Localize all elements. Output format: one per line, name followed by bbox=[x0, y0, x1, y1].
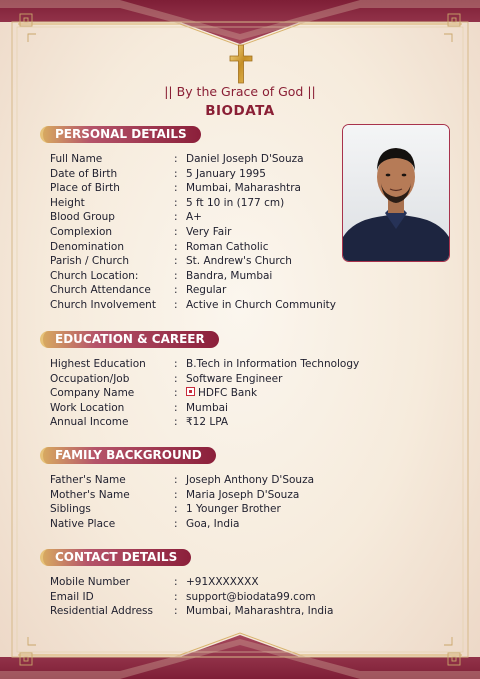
separator: : bbox=[174, 182, 178, 195]
detail-row bbox=[50, 210, 336, 225]
detail-label: Residential Address bbox=[50, 605, 153, 618]
separator: : bbox=[174, 255, 178, 268]
separator: : bbox=[174, 211, 178, 224]
separator: : bbox=[174, 372, 178, 385]
detail-label: Annual Income bbox=[50, 416, 129, 429]
separator: : bbox=[174, 240, 178, 253]
detail-label: Place of Birth bbox=[50, 182, 120, 195]
detail-row bbox=[50, 298, 336, 313]
detail-value bbox=[186, 386, 359, 401]
detail-label: Email ID bbox=[50, 590, 94, 603]
separator: : bbox=[174, 153, 178, 165]
detail-row bbox=[50, 401, 359, 416]
detail-label: Father's Name bbox=[50, 474, 126, 486]
detail-row bbox=[50, 269, 336, 284]
detail-label: Siblings bbox=[50, 503, 91, 516]
detail-label: Church Involvement bbox=[50, 298, 156, 311]
section-header-family: FAMILY BACKGROUND bbox=[40, 447, 216, 464]
separator: : bbox=[174, 416, 178, 429]
detail-row bbox=[50, 575, 333, 590]
detail-label: Highest Education bbox=[50, 358, 146, 370]
detail-value: Regular bbox=[186, 284, 227, 297]
detail-value: 5 January 1995 bbox=[186, 167, 266, 180]
detail-value: Maria Joseph D'Souza bbox=[186, 488, 300, 501]
detail-row bbox=[50, 604, 333, 619]
detail-value: A+ bbox=[186, 211, 202, 224]
detail-value: B.Tech in Information Technology bbox=[186, 358, 360, 370]
separator: : bbox=[174, 167, 178, 180]
detail-value: Software Engineer bbox=[186, 372, 283, 385]
detail-row bbox=[50, 488, 314, 503]
detail-label: Height bbox=[50, 196, 85, 209]
separator: : bbox=[174, 225, 178, 238]
detail-value: Mumbai, Maharashtra, India bbox=[186, 605, 334, 618]
detail-value: +91XXXXXXX bbox=[186, 576, 259, 588]
detail-row bbox=[50, 357, 359, 372]
separator: : bbox=[174, 590, 178, 603]
separator: : bbox=[174, 358, 178, 370]
detail-label: Work Location bbox=[50, 401, 125, 414]
detail-row bbox=[50, 415, 359, 430]
avatar bbox=[343, 125, 449, 261]
detail-row bbox=[50, 372, 359, 387]
detail-label: Date of Birth bbox=[50, 167, 118, 180]
detail-row bbox=[50, 254, 336, 269]
detail-value: Active in Church Community bbox=[186, 298, 336, 311]
separator: : bbox=[174, 605, 178, 618]
separator: : bbox=[174, 474, 178, 486]
detail-value: Daniel Joseph D'Souza bbox=[186, 153, 304, 165]
invocation-text: || By the Grace of God || bbox=[164, 84, 316, 99]
detail-label: Parish / Church bbox=[50, 255, 130, 268]
detail-row bbox=[50, 283, 336, 298]
detail-label: Complexion bbox=[50, 225, 113, 238]
detail-value: Mumbai bbox=[186, 401, 228, 414]
cross-icon bbox=[229, 44, 253, 84]
detail-row bbox=[50, 152, 336, 167]
detail-value: Goa, India bbox=[186, 517, 240, 530]
separator: : bbox=[174, 269, 178, 282]
profile-photo bbox=[342, 124, 450, 262]
section-header-contact: CONTACT DETAILS bbox=[40, 549, 191, 566]
detail-row bbox=[50, 240, 336, 255]
detail-value: ₹12 LPA bbox=[186, 416, 229, 429]
detail-value: Bandra, Mumbai bbox=[186, 269, 273, 282]
company-name: HDFC Bank bbox=[198, 387, 258, 400]
detail-label: Native Place bbox=[50, 517, 116, 530]
detail-value: St. Andrew's Church bbox=[186, 255, 292, 268]
detail-label: Company Name bbox=[50, 387, 135, 400]
detail-label: Blood Group bbox=[50, 211, 115, 224]
detail-row bbox=[50, 386, 359, 401]
separator: : bbox=[174, 517, 178, 530]
separator: : bbox=[174, 576, 178, 588]
detail-label: Church Location: bbox=[50, 269, 139, 282]
detail-row bbox=[50, 502, 314, 517]
detail-label: Denomination bbox=[50, 240, 124, 253]
separator: : bbox=[174, 387, 178, 400]
separator: : bbox=[174, 298, 178, 311]
detail-row bbox=[50, 181, 336, 196]
detail-value: support@biodata99.com bbox=[186, 590, 316, 603]
detail-value: Roman Catholic bbox=[186, 240, 269, 253]
bank-logo-icon bbox=[186, 387, 195, 396]
separator: : bbox=[174, 488, 178, 501]
personal-details-list bbox=[50, 152, 336, 313]
section-header-education: EDUCATION & CAREER bbox=[40, 331, 219, 348]
detail-label: Church Attendance bbox=[50, 284, 151, 297]
separator: : bbox=[174, 196, 178, 209]
detail-value: 5 ft 10 in (177 cm) bbox=[186, 196, 285, 209]
contact-details-list bbox=[50, 575, 333, 619]
detail-value: Joseph Anthony D'Souza bbox=[186, 474, 315, 486]
separator: : bbox=[174, 284, 178, 297]
detail-row bbox=[50, 517, 314, 532]
section-header-personal: PERSONAL DETAILS bbox=[40, 126, 201, 143]
detail-label: Occupation/Job bbox=[50, 372, 130, 385]
separator: : bbox=[174, 401, 178, 414]
detail-label: Mobile Number bbox=[50, 576, 130, 588]
separator: : bbox=[174, 503, 178, 516]
detail-row bbox=[50, 590, 333, 605]
detail-label: Full Name bbox=[50, 153, 103, 165]
detail-label: Mother's Name bbox=[50, 488, 130, 501]
detail-value: Mumbai, Maharashtra bbox=[186, 182, 301, 195]
education-details-list bbox=[50, 357, 359, 430]
page-title: BIODATA bbox=[205, 103, 275, 119]
detail-row bbox=[50, 225, 336, 240]
family-details-list bbox=[50, 473, 314, 531]
detail-row bbox=[50, 167, 336, 182]
detail-value: 1 Younger Brother bbox=[186, 503, 281, 516]
detail-row bbox=[50, 196, 336, 211]
detail-row bbox=[50, 473, 314, 488]
detail-value: Very Fair bbox=[186, 225, 232, 238]
